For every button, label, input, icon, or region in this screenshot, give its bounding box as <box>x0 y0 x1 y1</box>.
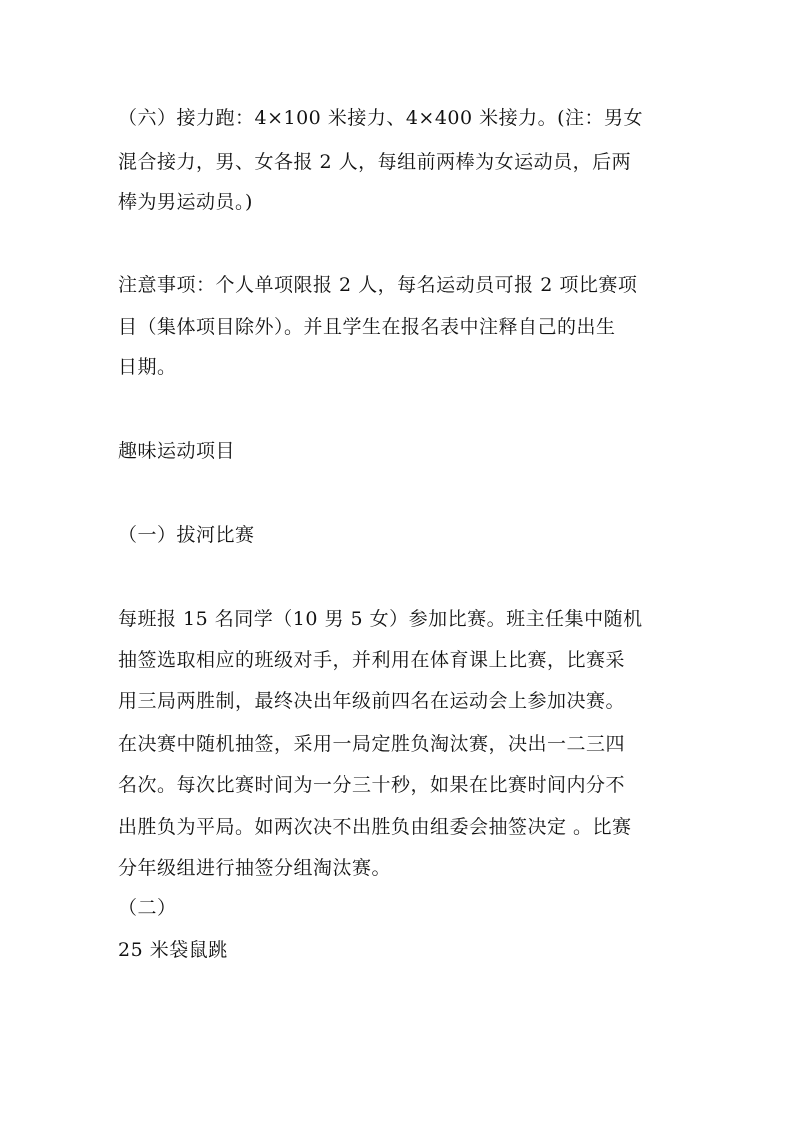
relay-line-2: 混合接力，男、女各报 2 人，每组前两棒为女运动员，后两 <box>118 151 632 173</box>
tug-line-4: 在决赛中随机抽签，采用一局定胜负淘汰赛，决出一二三四 <box>118 733 626 755</box>
notice-line-2: 目（集体项目除外）。并且学生在报名表中注释自己的出生 <box>118 316 616 338</box>
second-item-heading: （二） <box>118 897 177 919</box>
tug-of-war-heading: （一）拔河比赛 <box>118 524 255 546</box>
tug-line-6: 出胜负为平局。如两次决不出胜负由组委会抽签决定 。比赛 <box>118 816 632 838</box>
tug-line-5: 名次。每次比赛时间为一分三十秒，如果在比赛时间内分不 <box>118 774 626 796</box>
tug-line-2: 抽签选取相应的班级对手，并利用在体育课上比赛，比赛采 <box>118 649 626 671</box>
relay-line-1: （六）接力跑：4×100 米接力、4×400 米接力。(注：男女 <box>118 107 644 129</box>
tug-line-3: 用三局两胜制，最终决出年级前四名在运动会上参加决赛。 <box>118 690 626 712</box>
notice-line-1: 注意事项：个人单项限报 2 人，每名运动员可报 2 项比赛项 <box>118 274 638 296</box>
tug-line-1: 每班报 15 名同学（10 男 5 女）参加比赛。班主任集中随机 <box>118 608 643 630</box>
relay-line-3: 棒为男运动员。) <box>118 191 253 213</box>
fun-sports-heading: 趣味运动项目 <box>118 440 236 462</box>
tug-line-7: 分年级组进行抽签分组淘汰赛。 <box>118 857 392 879</box>
sack-race-title: 25 米袋鼠跳 <box>118 939 228 961</box>
notice-line-3: 日期。 <box>118 356 177 378</box>
